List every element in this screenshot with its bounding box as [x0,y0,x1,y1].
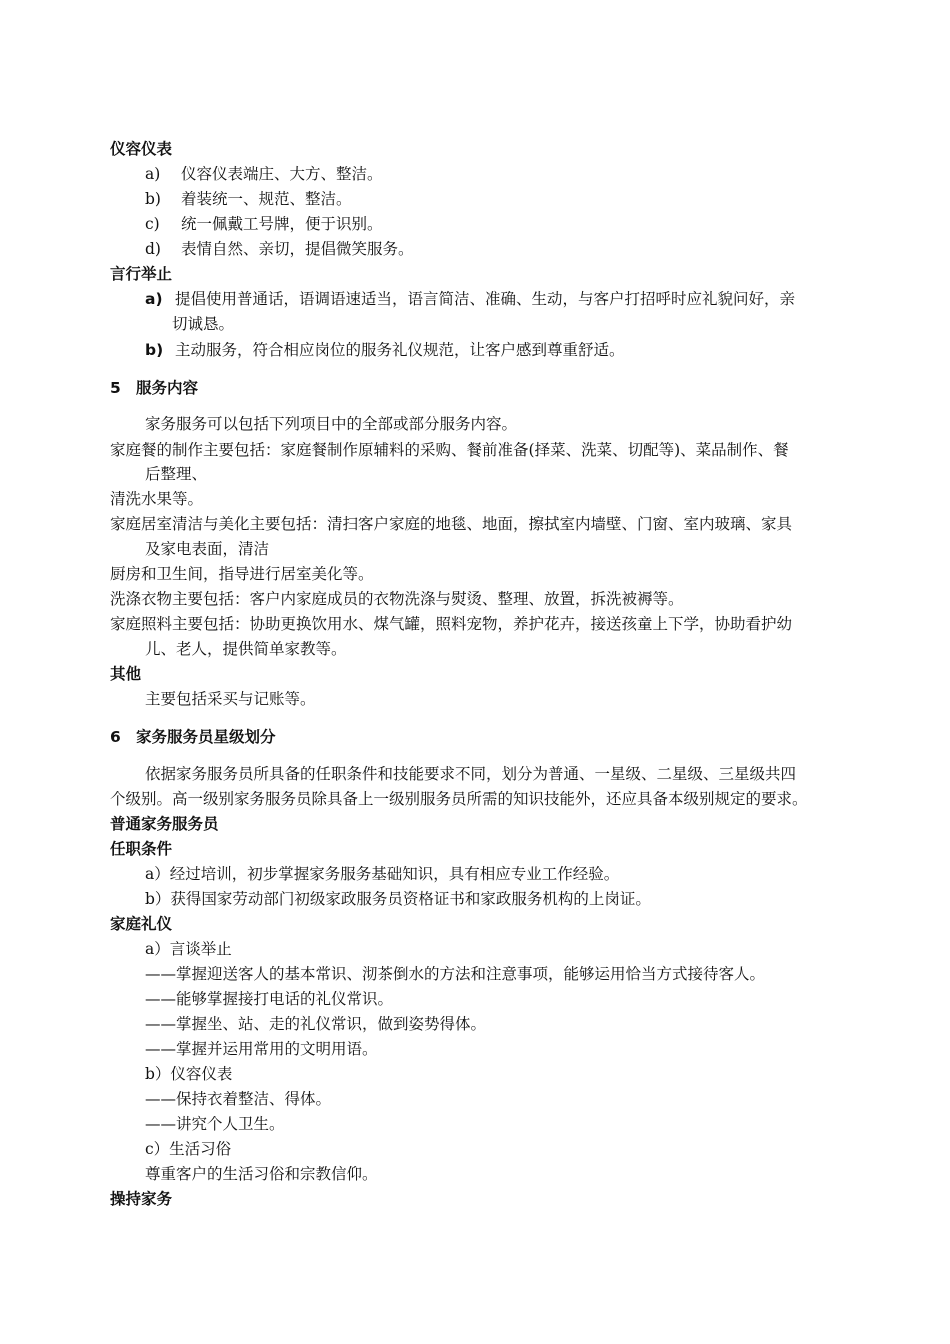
list-item: ——能够掌握接打电话的礼仪常识。 [145,990,394,1008]
list-item: ——掌握迎送客人的基本常识、沏茶倒水的方法和注意事项，能够运用恰当方式接待客人。 [145,965,766,983]
list-item: a）经过培训，初步掌握家务服务基础知识，具有相应专业工作经验。 [145,865,620,883]
paragraph: 尊重客户的生活习俗和宗教信仰。 [145,1165,378,1183]
list-item: ——保持衣着整洁、得体。 [145,1090,332,1108]
paragraph-continuation: 及家电表面，清洁 [145,540,270,558]
paragraph-continuation: 厨房和卫生间，指导进行居室美化等。 [110,565,374,583]
subheading: b）仪容仪表 [145,1065,233,1083]
paragraph: 主要包括采买与记账等。 [145,690,316,708]
list-item: b) 着装统一、规范、整洁。 [145,190,352,208]
list-item: a) 仪容仪表端庄、大方、整洁。 [145,165,383,183]
heading-qualifications: 任职条件 [110,840,173,858]
heading-normal-servant: 普通家务服务员 [110,815,219,833]
list-item: d) 表情自然、亲切，提倡微笑服务。 [145,240,414,258]
list-item: a) 提倡使用普通话，语调语速适当，语言简洁、准确、生动，与客户打招呼时应礼貌问好，亲 [145,290,796,308]
paragraph-continuation: 儿、老人，提供简单家教等。 [145,640,347,658]
paragraph: 家务服务可以包括下列项目中的全部或部分服务内容。 [145,415,518,433]
list-item: ——掌握并运用常用的文明用语。 [145,1040,378,1058]
paragraph: 家庭餐的制作主要包括：家庭餐制作原辅料的采购、餐前准备(择菜、洗菜、切配等)、菜品制作、餐 [110,441,789,459]
paragraph: 依据家务服务员所具备的任职条件和技能要求不同，划分为普通、一星级、二星级、三星级共四 [145,765,797,783]
paragraph: 家庭照料主要包括：协助更换饮用水、煤气罐，照料宠物，养护花卉，接送孩童上下学，协助看护幼 [110,615,793,633]
list-item: b) 主动服务，符合相应岗位的服务礼仪规范，让客户感到尊重舒适。 [145,341,625,359]
heading-conduct: 言行举止 [110,265,173,283]
heading-appearance: 仪容仪表 [110,140,173,158]
list-item: ——讲究个人卫生。 [145,1115,285,1133]
paragraph-continuation: 清洗水果等。 [110,490,204,508]
list-item: c) 统一佩戴工号牌，便于识别。 [145,215,383,233]
paragraph: 洗涤衣物主要包括：客户内家庭成员的衣物洗涤与熨烫、整理、放置，拆洗被褥等。 [110,590,684,608]
paragraph-continuation: 后整理、 [145,465,208,483]
section-5-heading: 5 服务内容 [110,379,199,397]
heading-etiquette: 家庭礼仪 [110,915,173,933]
list-item-continuation: 切诚恳。 [172,315,235,333]
heading-other: 其他 [110,665,142,683]
subheading: c）生活习俗 [145,1140,232,1158]
section-6-heading: 6 家务服务员星级划分 [110,728,276,746]
list-item: ——掌握坐、站、走的礼仪常识，做到姿势得体。 [145,1015,487,1033]
subheading: a）言谈举止 [145,940,232,958]
list-item: b）获得国家劳动部门初级家政服务员资格证书和家政服务机构的上岗证。 [145,890,651,908]
heading-housework: 操持家务 [110,1190,173,1208]
paragraph: 家庭居室清洁与美化主要包括：清扫客户家庭的地毯、地面，擦拭室内墙壁、门窗、室内玻璃、家具 [110,515,793,533]
paragraph-continuation: 个级别。高一级别家务服务员除具备上一级别服务员所需的知识技能外，还应具备本级别规定的要求。 [110,790,808,808]
